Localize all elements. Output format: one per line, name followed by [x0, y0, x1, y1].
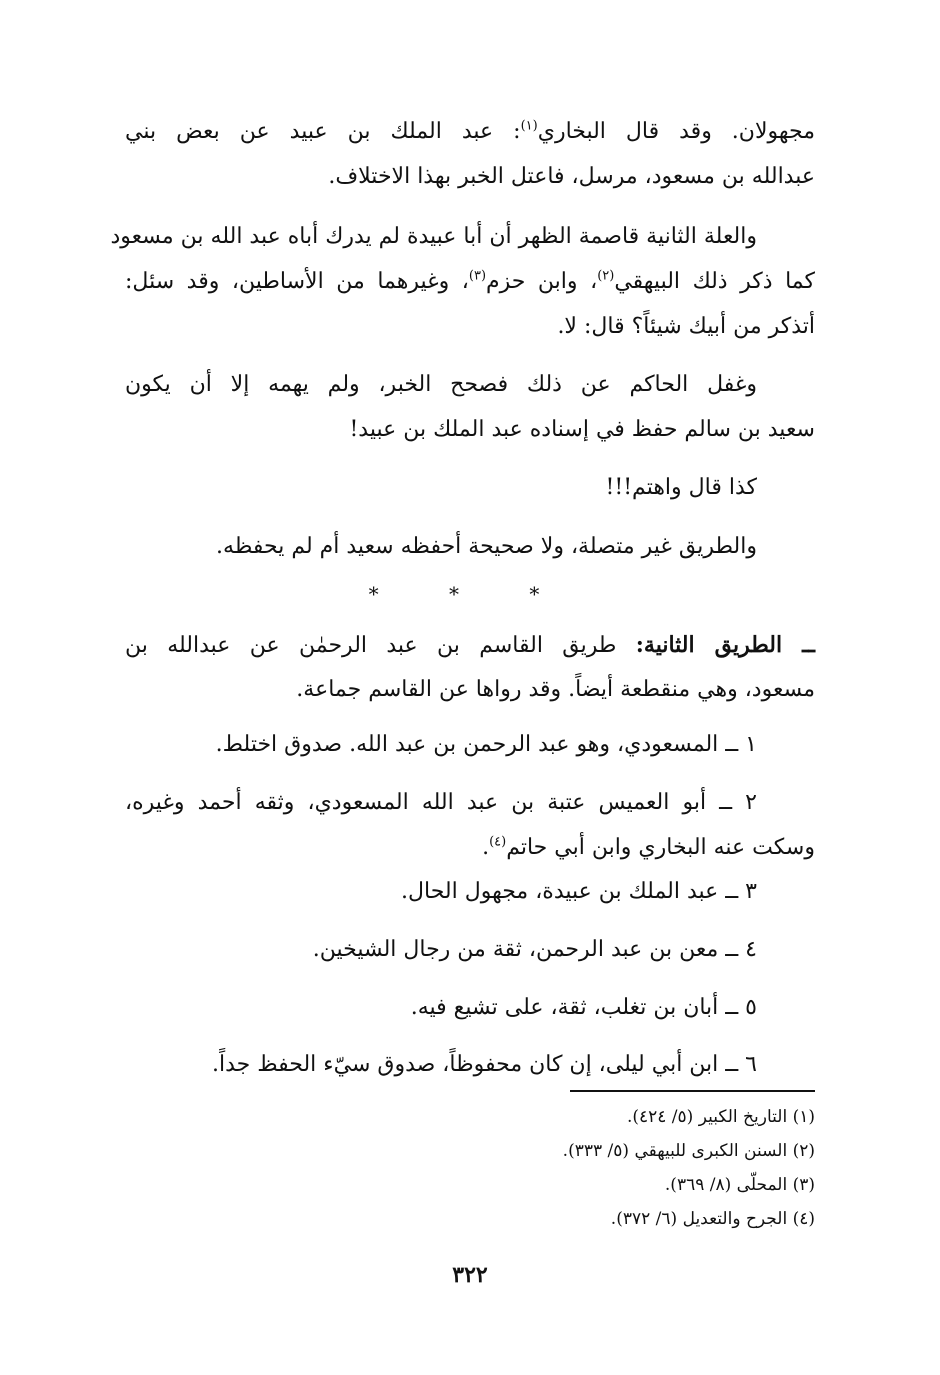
text-run: كما ذكر ذلك البيهقي	[614, 269, 815, 294]
text-run: وسكت عنه البخاري وابن أبي حاتم	[506, 835, 815, 860]
paragraph-1-line-1	[125, 117, 815, 148]
footnote-ref-2: (٢)	[597, 268, 615, 284]
paragraph-6-line-2: مسعود، وهي منقطعة أيضاً. وقد رواها عن القاسم جماعة.	[296, 677, 815, 702]
paragraph-5: والطريق غير متصلة، ولا صحيحة أحفظه سعيد أم لم يحفظه.	[216, 534, 757, 559]
footnote-ref-1: (١)	[520, 118, 538, 134]
footnote-ref-4: (٤)	[489, 834, 507, 850]
list-item-3: ٣ ــ عبد الملك بن عبيدة، مجهول الحال.	[401, 879, 757, 904]
paragraph-4: كذا قال واهتم!!!	[605, 475, 757, 500]
list-item-2-line-1: ٢ ــ أبو العميس عتبة بن عبد الله المسعودي، وثقه أحمد وغيره،	[125, 790, 757, 815]
text-run: .	[482, 835, 490, 860]
paragraph-1-line-2: عبدالله بن مسعود، مرسل، فاعتل الخبر بهذا الاختلاف.	[328, 164, 815, 189]
text-run: ، وغيرهما من الأساطين، وقد سئل:	[125, 269, 469, 294]
section-separator: * * *	[368, 582, 572, 606]
list-item-4: ٤ ــ معن بن عبد الرحمن، ثقة من رجال الشيخين.	[312, 937, 757, 962]
footnote-divider	[570, 1090, 815, 1092]
list-item-5: ٥ ــ أبان بن تغلب، ثقة، على تشيع فيه.	[410, 995, 757, 1020]
list-item-1: ١ ــ المسعودي، وهو عبد الرحمن بن عبد الله. صدوق اختلط.	[215, 732, 757, 757]
paragraph-2-line-2	[125, 267, 815, 298]
paragraph-2-line-1: والعلة الثانية قاصمة الظهر أن أبا عبيدة لم يدرك أباه عبد الله بن مسعود	[110, 224, 757, 249]
page-number: ٣٢٢	[452, 1262, 488, 1288]
paragraph-6-line-1	[125, 630, 815, 662]
footnote-ref-3: (٣)	[468, 268, 487, 284]
text-run: ، وابن حزم	[486, 269, 598, 294]
footnote-4: (٤) الجرح والتعديل (٦/ ٣٧٢).	[610, 1209, 815, 1229]
paragraph-2-line-3: أتذكر من أبيك شيئاً؟ قال: لا.	[557, 314, 815, 339]
text-run: : عبد الملك بن عبيد عن بعض بني	[125, 119, 521, 144]
text-run: مجهولان. وقد قال البخاري	[537, 119, 815, 144]
footnote-1: (١) التاريخ الكبير (٥/ ٤٢٤).	[626, 1107, 815, 1127]
footnote-2: (٢) السنن الكبرى للبيهقي (٥/ ٣٣٣).	[562, 1141, 815, 1161]
paragraph-3-line-2: سعيد بن سالم حفظ في إسناده عبد الملك بن عبيد!	[349, 417, 815, 442]
paragraph-3-line-1: وغفل الحاكم عن ذلك فصحح الخبر، ولم يهمه إلا أن يكون	[125, 372, 757, 397]
section-heading: ــ الطريق الثانية:	[635, 632, 816, 658]
list-item-2-line-2	[125, 833, 815, 864]
footnote-3: (٣) المحلّى (٨/ ٣٦٩).	[664, 1175, 815, 1195]
text-run: طريق القاسم بن عبد الرحمٰن عن عبدالله بن	[125, 633, 617, 658]
list-item-6: ٦ ــ ابن أبي ليلى، إن كان محفوظاً، صدوق سيّء الحفظ جداً.	[212, 1052, 757, 1077]
